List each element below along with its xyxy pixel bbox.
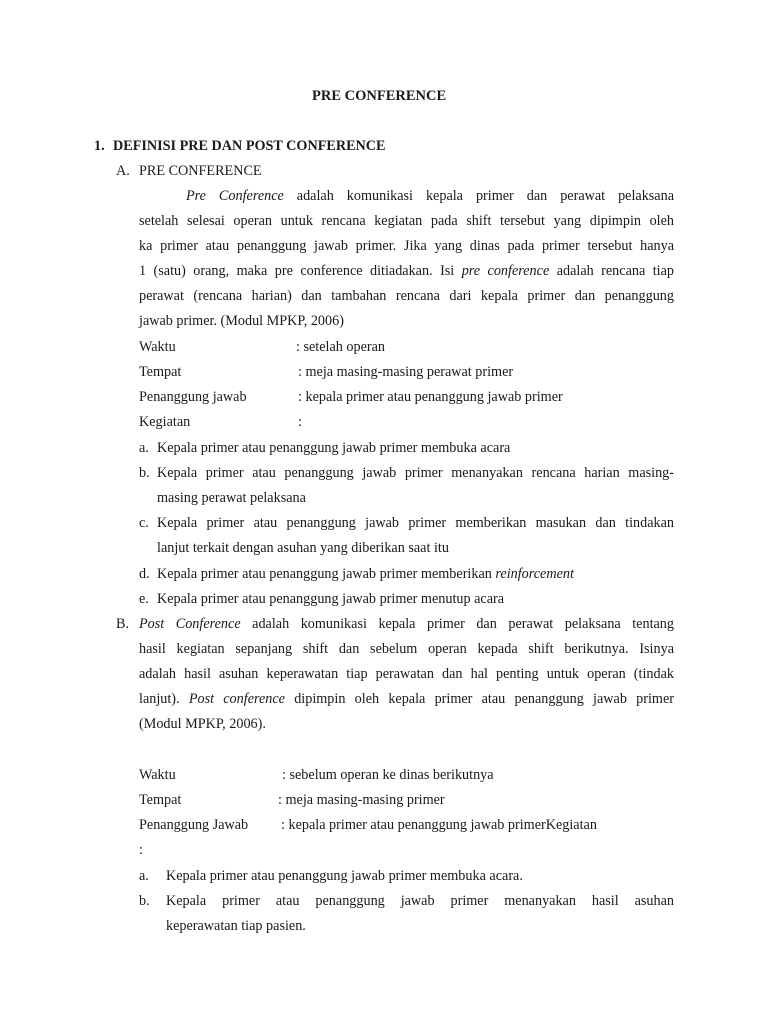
para-b-line-1 xyxy=(139,612,674,637)
list-item: Kepala primer atau penanggung jawab primer membuka acara. xyxy=(166,868,523,884)
para-a-text: adalah komunikasi kepala primer dan perawat pelaksana xyxy=(283,188,674,204)
list-item-letter: b. xyxy=(139,893,150,909)
field-value-tempat: : meja masing-masing perawat primer xyxy=(298,364,514,380)
subsection-a-heading: PRE CONFERENCE xyxy=(139,163,262,179)
field-label-penanggung-jawab: Penanggung jawab xyxy=(139,389,247,405)
list-item-letter: e. xyxy=(139,591,149,607)
list-item-italic-term: reinforcement xyxy=(495,566,574,582)
para-a-text: adalah rencana tiap xyxy=(549,263,674,279)
subsection-b-letter: B. xyxy=(116,616,130,632)
para-a-line-1 xyxy=(139,184,674,209)
field-value-waktu: : sebelum operan ke dinas berikutnya xyxy=(282,767,494,783)
para-a-italic-term: Pre Conference xyxy=(186,188,284,204)
para-b-text: dipimpin oleh kepala primer atau penanggung jawab primer xyxy=(284,691,674,707)
para-a-line-6: jawab primer. (Modul MPKP, 2006) xyxy=(139,313,344,329)
field-label-kegiatan: Kegiatan xyxy=(139,414,191,430)
colon-line: : xyxy=(139,842,143,858)
list-item-letter: c. xyxy=(139,515,149,531)
field-value-penanggung-jawab: : kepala primer atau penanggung jawab primerKegiatan xyxy=(281,817,597,833)
list-item: Kepala primer atau penanggung jawab primer membuka acara xyxy=(157,440,511,456)
list-item: Kepala primer atau penanggung jawab primer memberikan masukan dan tindakan xyxy=(157,515,674,531)
field-label-waktu: Waktu xyxy=(139,767,176,783)
para-b-line-5: (Modul MPKP, 2006). xyxy=(139,716,266,732)
para-a-line-3: ka primer atau penanggung jawab primer. Jika yang dinas pada primer tersebut hanya xyxy=(139,238,674,254)
field-label-waktu: Waktu xyxy=(139,339,176,355)
subsection-a-letter: A. xyxy=(116,163,130,179)
list-item-letter: a. xyxy=(139,868,149,884)
field-value-waktu: : setelah operan xyxy=(296,339,386,355)
list-item xyxy=(157,562,574,587)
field-value-penanggung-jawab: : kepala primer atau penanggung jawab primer xyxy=(298,389,563,405)
para-a-line-4 xyxy=(139,259,674,284)
para-b-line-4 xyxy=(139,687,674,712)
field-value-tempat: : meja masing-masing primer xyxy=(278,792,445,808)
section-number: 1. xyxy=(94,138,105,154)
para-a-text: 1 (satu) orang, maka pre conference ditiadakan. Isi xyxy=(139,263,462,279)
list-item-letter: b. xyxy=(139,465,150,481)
list-item-text: Kepala primer atau penanggung jawab primer memberikan xyxy=(157,566,496,582)
list-item: Kepala primer atau penanggung jawab primer menanyakan rencana harian masing- xyxy=(157,465,674,481)
list-item-continued: masing perawat pelaksana xyxy=(157,490,306,506)
para-b-line-2: hasil kegiatan sepanjang shift dan sebelum operan kepada shift berikutnya. Isinya xyxy=(139,641,674,657)
list-item-letter: d. xyxy=(139,566,150,582)
para-a-italic-term: pre conference xyxy=(461,263,550,279)
field-value-kegiatan: : xyxy=(298,414,302,430)
para-b-line-3: adalah hasil asuhan keperawatan tiap perawatan dan hal penting untuk operan (tindak xyxy=(139,666,674,682)
para-b-italic-term: Post conference xyxy=(188,691,285,707)
page-title: PRE CONFERENCE xyxy=(312,88,447,104)
field-label-tempat: Tempat xyxy=(139,364,182,380)
list-item-continued: lanjut terkait dengan asuhan yang diberikan saat itu xyxy=(157,540,449,556)
para-a-line-2: setelah selesai operan untuk rencana kegiatan pada shift tersebut yang dipimpin oleh xyxy=(139,213,674,229)
field-label-penanggung-jawab: Penanggung Jawab xyxy=(139,817,249,833)
para-b-italic-term: Post Conference xyxy=(139,616,241,632)
list-item: Kepala primer atau penanggung jawab primer menanyakan hasil asuhan xyxy=(166,893,674,909)
field-label-tempat: Tempat xyxy=(139,792,182,808)
list-item-letter: a. xyxy=(139,440,149,456)
list-item-continued: keperawatan tiap pasien. xyxy=(166,918,306,934)
section-heading: DEFINISI PRE DAN POST CONFERENCE xyxy=(113,138,386,154)
para-b-text: lanjut). xyxy=(139,691,189,707)
list-item: Kepala primer atau penanggung jawab primer menutup acara xyxy=(157,591,505,607)
para-a-line-5: perawat (rencana harian) dan tambahan rencana dari kepala primer dan penanggung xyxy=(139,288,674,304)
para-b-text: adalah komunikasi kepala primer dan perawat pelaksana tentang xyxy=(240,616,674,632)
